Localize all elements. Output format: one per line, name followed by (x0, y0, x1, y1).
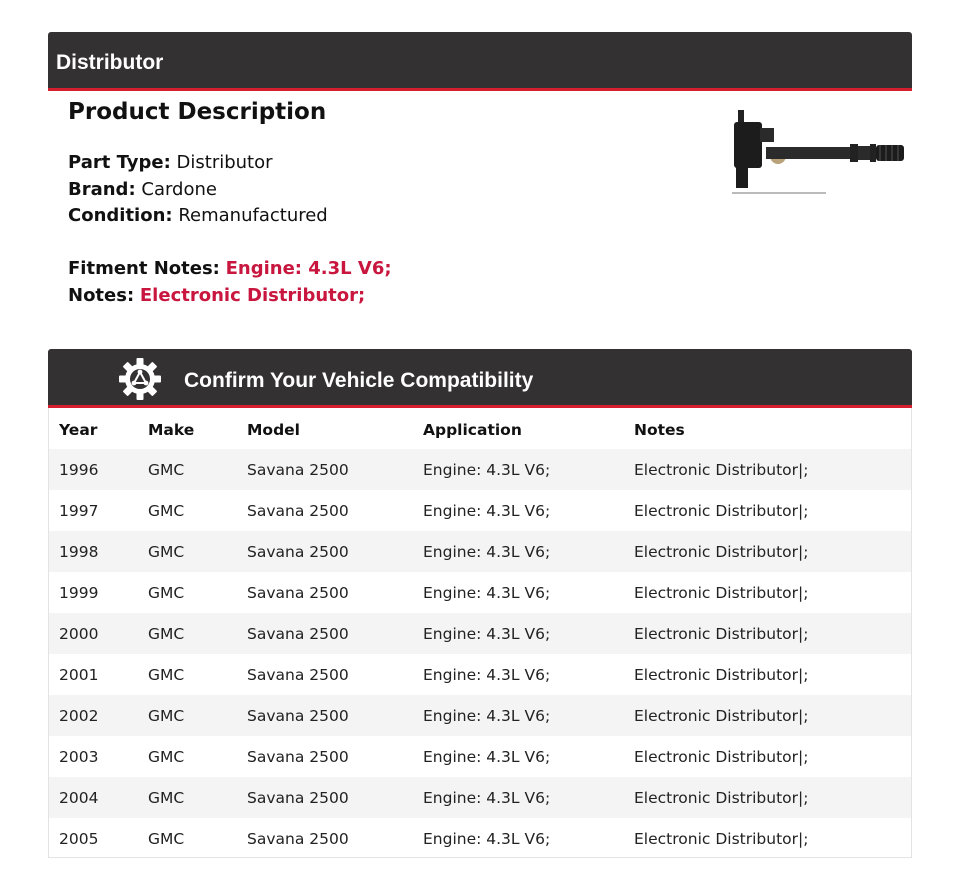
cell-model: Savana 2500 (237, 777, 413, 818)
cell-application: Engine: 4.3L V6; (423, 747, 551, 766)
table-header-row (49, 408, 911, 449)
condition-row (68, 203, 392, 230)
cell-notes: Electronic Distributor|; (634, 747, 809, 766)
fitment-row (68, 256, 392, 283)
table-row (49, 818, 911, 859)
cell-model: Savana 2500 (247, 829, 349, 848)
page-title: Distributor (56, 51, 164, 74)
fitment-label: Fitment Notes: (68, 258, 220, 279)
brand-value: Cardone (141, 178, 217, 200)
cell-make: GMC (148, 501, 185, 520)
distributor-header-bar (48, 32, 912, 91)
cell-application: Engine: 4.3L V6; (423, 501, 551, 520)
column-header-notes: Notes (634, 420, 685, 439)
part-type-label: Part Type: (68, 152, 171, 173)
cell-make: GMC (138, 449, 237, 490)
cell-make: GMC (138, 613, 237, 654)
cell-model: Savana 2500 (247, 583, 349, 602)
compatibility-title: Confirm Your Vehicle Compatibility (184, 369, 534, 392)
product-description (68, 96, 392, 309)
cell-year: 1996 (49, 449, 138, 490)
table-row (49, 736, 911, 777)
description-title: Product Description (68, 99, 327, 125)
table-row (49, 613, 911, 654)
compatibility-header-bar (48, 349, 912, 408)
notes-value: Electronic Distributor; (139, 284, 366, 306)
cell-notes: Electronic Distributor|; (624, 777, 911, 818)
cell-notes: Electronic Distributor|; (634, 583, 809, 602)
cell-year: 2002 (49, 695, 138, 736)
cell-application: Engine: 4.3L V6; (413, 449, 624, 490)
cell-year: 1997 (59, 501, 99, 520)
cell-notes: Electronic Distributor|; (624, 449, 911, 490)
cell-application: Engine: 4.3L V6; (413, 531, 624, 572)
product-image (726, 104, 910, 196)
cell-application: Engine: 4.3L V6; (423, 665, 551, 684)
notes-row (68, 283, 392, 310)
condition-label: Condition: (68, 205, 173, 226)
part-type-row (68, 150, 392, 177)
table-row (49, 572, 911, 613)
cell-make: GMC (148, 829, 185, 848)
cell-year: 2004 (49, 777, 138, 818)
spec-list (68, 150, 392, 230)
cell-application: Engine: 4.3L V6; (413, 613, 624, 654)
cell-model: Savana 2500 (247, 501, 349, 520)
cell-notes: Electronic Distributor|; (634, 665, 809, 684)
brand-row (68, 177, 392, 204)
column-header-make: Make (148, 420, 195, 439)
compatibility-table (49, 408, 911, 859)
cell-year: 2000 (49, 613, 138, 654)
cell-make: GMC (138, 777, 237, 818)
cell-make: GMC (138, 531, 237, 572)
cell-model: Savana 2500 (247, 665, 349, 684)
notes-label: Notes: (68, 284, 135, 306)
table-row (49, 531, 911, 572)
condition-value: Remanufactured (178, 205, 328, 226)
table-row (49, 449, 911, 490)
cell-year: 1998 (49, 531, 138, 572)
part-type-value: Distributor (176, 152, 273, 173)
cell-year: 2005 (59, 829, 99, 848)
cell-make: GMC (148, 747, 185, 766)
fitment-value: Engine: 4.3L V6; (225, 258, 392, 279)
compatibility-table-container (48, 408, 912, 858)
cell-application: Engine: 4.3L V6; (413, 695, 624, 736)
cell-model: Savana 2500 (237, 613, 413, 654)
cell-model: Savana 2500 (247, 747, 349, 766)
cell-application: Engine: 4.3L V6; (423, 583, 551, 602)
column-header-year: Year (59, 420, 98, 439)
cell-year: 2001 (59, 665, 99, 684)
cell-notes: Electronic Distributor|; (624, 531, 911, 572)
cell-year: 2003 (59, 747, 99, 766)
gear-icon (118, 357, 162, 401)
column-header-model: Model (247, 420, 300, 439)
column-header-application: Application (423, 420, 522, 439)
table-row (49, 777, 911, 818)
cell-model: Savana 2500 (237, 449, 413, 490)
cell-application: Engine: 4.3L V6; (413, 777, 624, 818)
table-row (49, 490, 911, 531)
cell-notes: Electronic Distributor|; (634, 829, 809, 848)
cell-make: GMC (148, 583, 185, 602)
cell-year: 1999 (59, 583, 99, 602)
cell-notes: Electronic Distributor|; (624, 613, 911, 654)
fitment-block (68, 256, 392, 309)
brand-label: Brand: (68, 178, 136, 200)
cell-notes: Electronic Distributor|; (634, 501, 809, 520)
cell-notes: Electronic Distributor|; (624, 695, 911, 736)
table-row (49, 695, 911, 736)
table-row (49, 654, 911, 695)
cell-application: Engine: 4.3L V6; (423, 829, 551, 848)
cell-make: GMC (138, 695, 237, 736)
cell-model: Savana 2500 (237, 695, 413, 736)
cell-model: Savana 2500 (237, 531, 413, 572)
cell-make: GMC (148, 665, 185, 684)
